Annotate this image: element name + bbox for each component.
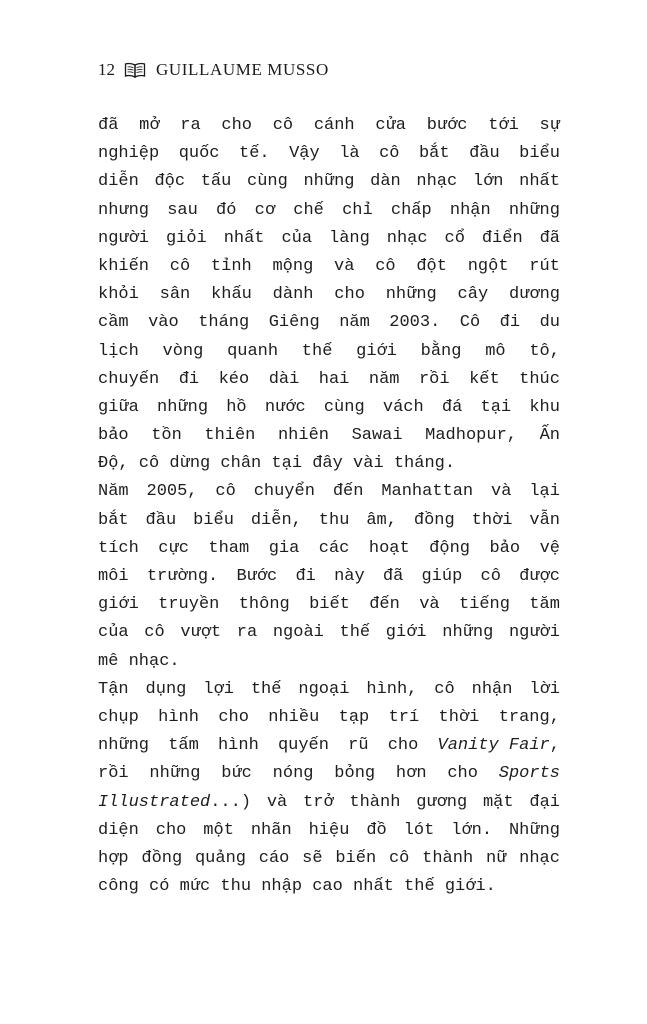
word: giới: [356, 341, 397, 361]
word: thời: [471, 510, 513, 530]
word: biểu: [193, 510, 234, 530]
word: năm: [339, 313, 370, 333]
text-line: [98, 619, 560, 647]
word: sẽ: [302, 848, 323, 868]
word: hình: [217, 736, 259, 756]
word: người: [98, 228, 150, 248]
word: cùng: [247, 172, 288, 192]
word: diễn,: [250, 510, 302, 530]
word: Độ, cô dừng chân tại đây vài tháng.: [98, 454, 456, 474]
text-line: [98, 225, 560, 253]
word: nhận: [471, 679, 513, 699]
word: kéo: [218, 369, 250, 389]
word: vách: [382, 397, 424, 417]
word: gương: [416, 792, 468, 812]
word: đồng: [413, 510, 455, 530]
word: ra: [180, 116, 201, 135]
word: chế: [293, 200, 324, 220]
text-line: [98, 732, 560, 760]
text-line: [98, 112, 560, 140]
word: đồ: [366, 820, 387, 840]
word: chụp: [98, 707, 139, 727]
word: cô: [144, 623, 165, 643]
word: truyền: [158, 595, 220, 615]
open-book-icon: [124, 61, 146, 79]
word: Những: [508, 820, 560, 840]
word: tạp: [338, 707, 370, 727]
word: 2005,: [146, 482, 198, 502]
word: cho: [221, 116, 252, 135]
word: cửa: [375, 116, 406, 135]
word: nhạc: [519, 848, 560, 868]
word: công có mức thu nhập cao nhất thế giới.: [98, 877, 496, 897]
word: đi: [178, 369, 200, 389]
word: những: [385, 285, 437, 305]
word: và: [491, 482, 512, 502]
word: hiệu: [308, 820, 350, 840]
word: hình: [158, 707, 199, 727]
word: bảo: [98, 426, 129, 446]
word: cây: [457, 285, 489, 305]
word: cho: [155, 820, 187, 840]
word: Năm: [98, 482, 129, 502]
text-line: [98, 648, 560, 676]
text-line: [98, 309, 560, 337]
word: cô: [480, 567, 501, 586]
word: ngoài: [272, 623, 324, 643]
word: hồ: [226, 397, 247, 417]
word: và: [266, 792, 288, 812]
text-line: [98, 253, 560, 281]
word: lại: [529, 482, 560, 502]
word: nhạc: [416, 172, 458, 192]
word: đã: [98, 116, 119, 135]
word: lớn: [472, 172, 504, 192]
text-line: [98, 817, 560, 845]
word: bức: [221, 764, 252, 784]
word: chấp: [390, 200, 432, 220]
page-number: 12: [98, 60, 115, 79]
word: vào: [148, 313, 179, 333]
word: trang,: [498, 707, 560, 727]
word: thời: [438, 707, 480, 727]
word: giới: [385, 623, 427, 643]
word: vòng: [162, 341, 204, 361]
word: đã: [539, 228, 560, 248]
word: mô: [485, 341, 506, 361]
word: dương: [508, 285, 560, 305]
word: cánh: [313, 116, 355, 135]
word: mộng: [272, 256, 314, 276]
text-line: [98, 676, 560, 704]
word: tỉnh: [210, 256, 252, 276]
word: cổ: [444, 228, 465, 248]
word: gia: [268, 538, 300, 558]
word: biến: [335, 848, 377, 868]
word: rút: [529, 256, 560, 276]
word: độc: [154, 172, 186, 192]
word: thế: [339, 623, 371, 643]
word: của: [281, 228, 313, 248]
word: những: [149, 764, 201, 784]
word: cho: [387, 736, 419, 756]
word: của: [98, 623, 129, 643]
word: tiếng: [458, 595, 510, 615]
word: đầu: [469, 144, 500, 164]
word: tại: [480, 397, 512, 417]
word: nước: [264, 397, 306, 417]
word: giúp: [421, 567, 463, 586]
word: được: [519, 567, 560, 586]
word: lót: [403, 820, 435, 840]
word: nữ: [485, 848, 507, 868]
word: tham: [208, 538, 250, 558]
word: diện: [98, 820, 139, 840]
word: cô: [434, 679, 455, 699]
word: thành: [422, 848, 474, 868]
word: ngột: [467, 256, 509, 276]
word: đại: [529, 792, 560, 812]
word: và: [419, 595, 440, 615]
word: tô,: [529, 341, 560, 361]
word: hai: [318, 369, 350, 389]
word: hợp: [98, 848, 129, 868]
word: tăm: [529, 595, 560, 615]
word: sự: [539, 116, 560, 135]
word: hình,: [366, 679, 418, 699]
word: bảo: [489, 538, 521, 558]
word: cho: [447, 764, 478, 784]
word: cầm: [98, 313, 129, 333]
word: Sports: [498, 764, 560, 784]
word: cùng: [323, 397, 365, 417]
word: 2003.: [389, 313, 441, 333]
word: rũ: [348, 736, 369, 756]
word: nhạc: [386, 228, 428, 248]
paragraph: [98, 676, 560, 902]
text-line: [98, 140, 560, 168]
word: bỏng: [334, 764, 376, 784]
word: năm: [368, 369, 400, 389]
word: thúc: [519, 369, 560, 389]
text-line: [98, 704, 560, 732]
word: đá: [441, 397, 463, 417]
word: thông: [238, 595, 290, 615]
text-line: [98, 760, 560, 788]
word: là: [339, 144, 360, 164]
word: cô: [379, 144, 400, 164]
word: đi: [295, 567, 316, 586]
word: sân: [159, 285, 191, 305]
word: biểu: [519, 144, 560, 164]
word: chuyển: [253, 482, 315, 502]
word: thành: [349, 792, 401, 812]
word: này: [334, 567, 365, 586]
word: cô: [272, 116, 294, 135]
word: những: [157, 397, 209, 417]
text-line: [98, 422, 560, 450]
word: một: [203, 820, 234, 840]
paragraph: [98, 478, 560, 675]
word: Tận: [98, 679, 129, 699]
word: quanh: [227, 341, 279, 361]
word: vượt: [180, 623, 222, 643]
word: tháng: [198, 313, 250, 333]
text-line: [98, 366, 560, 394]
word: Ấn: [539, 426, 560, 446]
word: và: [334, 256, 355, 276]
word: sau: [167, 200, 198, 220]
word: dàn: [370, 172, 401, 192]
word: Manhattan: [381, 482, 474, 502]
word: diễn: [98, 172, 139, 192]
word: mê nhạc.: [98, 651, 180, 671]
word: đi: [499, 313, 521, 333]
word: trở: [303, 792, 334, 812]
text-line: [98, 450, 560, 478]
word: cực: [158, 538, 189, 558]
word: nhãn: [250, 820, 292, 840]
word: trường.: [146, 567, 219, 586]
text-line: [98, 845, 560, 873]
word: cáo: [258, 848, 290, 868]
word: tấm: [168, 736, 199, 756]
word: những: [442, 623, 494, 643]
word: bước: [426, 116, 468, 135]
word: Cô: [459, 313, 481, 333]
word: mặt: [482, 792, 514, 812]
word: Illustrated...): [98, 792, 252, 812]
word: nóng: [272, 764, 314, 784]
word: tới: [488, 116, 519, 135]
text-line: [98, 168, 560, 196]
word: khiến: [98, 256, 150, 276]
word: những: [303, 172, 355, 192]
word: biết: [309, 595, 350, 615]
word: trí: [388, 707, 420, 727]
word: dụng: [145, 679, 187, 699]
word: khỏi: [98, 285, 139, 305]
text-line: [98, 507, 560, 535]
word: cơ: [254, 200, 276, 220]
word: rồi: [98, 764, 129, 784]
word: nhiên: [277, 426, 329, 446]
word: quảng: [194, 848, 246, 868]
word: dành: [272, 285, 314, 305]
word: nghiệp: [98, 144, 160, 164]
word: vẫn: [529, 510, 560, 530]
word: giới: [98, 595, 139, 615]
word: ra: [236, 623, 258, 643]
word: quốc: [178, 144, 220, 164]
word: các: [318, 538, 350, 558]
word: lời: [529, 679, 560, 699]
word: cô: [388, 848, 410, 868]
text-line: [98, 197, 560, 225]
word: Giêng: [268, 313, 320, 333]
word: Bước: [236, 567, 278, 586]
word: cho: [334, 285, 365, 305]
word: đến: [369, 595, 400, 615]
word: chuyến: [98, 369, 160, 389]
word: đồng: [141, 848, 183, 868]
word: tế.: [239, 144, 270, 164]
word: thiên: [204, 426, 256, 446]
word: âm,: [366, 510, 397, 530]
word: đó: [216, 200, 237, 220]
text-line: [98, 535, 560, 563]
word: dài: [268, 369, 300, 389]
word: lợi: [203, 679, 234, 699]
word: khấu: [211, 285, 252, 305]
word: cho: [218, 707, 249, 727]
word: điển: [481, 228, 523, 248]
word: những: [98, 736, 150, 756]
word: mở: [139, 116, 160, 135]
word: bằng: [420, 341, 462, 361]
word: hoạt: [368, 538, 410, 558]
word: chỉ: [342, 200, 373, 220]
word: đầu: [145, 510, 177, 530]
text-line: [98, 394, 560, 422]
running-header: [98, 58, 329, 82]
word: Vanity Fair,: [437, 736, 560, 756]
word: kết: [469, 369, 500, 389]
word: môi: [98, 567, 129, 586]
word: làng: [329, 228, 370, 248]
text-line: [98, 338, 560, 366]
word: cô: [169, 256, 191, 276]
author-name: GUILLAUME MUSSO: [156, 60, 329, 79]
word: nhiều: [268, 707, 320, 727]
word: cô: [375, 256, 396, 276]
word: động: [429, 538, 470, 558]
word: cô: [215, 482, 236, 502]
word: lớn.: [451, 820, 493, 840]
text-line: [98, 478, 560, 506]
word: lịch: [98, 341, 139, 361]
word: thế: [250, 679, 282, 699]
text-line: [98, 591, 560, 619]
paragraph: [98, 112, 560, 478]
text-line: [98, 873, 560, 901]
word: nhưng: [98, 200, 150, 220]
body-text: [98, 112, 560, 901]
word: bắt: [98, 510, 129, 530]
word: đến: [332, 482, 364, 502]
word: nhất: [223, 228, 265, 248]
word: bắt: [418, 144, 450, 164]
word: người: [508, 623, 560, 643]
word: du: [539, 313, 560, 333]
word: đã: [382, 567, 404, 586]
word: rồi: [418, 369, 450, 389]
word: khu: [529, 397, 560, 417]
word: vệ: [539, 538, 560, 558]
text-line: [98, 281, 560, 309]
word: hơn: [395, 764, 427, 784]
word: ngoại: [298, 679, 350, 699]
word: nhất: [519, 172, 560, 192]
word: đột: [416, 256, 447, 276]
word: tồn: [151, 426, 182, 446]
word: Vậy: [289, 144, 320, 164]
word: nhận: [449, 200, 491, 220]
word: tích: [98, 538, 139, 558]
word: tấu: [200, 172, 232, 192]
word: những: [508, 200, 560, 220]
word: giữa: [98, 397, 139, 417]
text-line: [98, 563, 560, 591]
word: thế: [301, 341, 333, 361]
word: giỏi: [165, 228, 207, 248]
text-line: [98, 789, 560, 817]
word: Sawai: [351, 426, 403, 446]
word: Madhopur,: [425, 426, 517, 446]
word: thu: [318, 510, 350, 530]
word: quyến: [277, 736, 329, 756]
